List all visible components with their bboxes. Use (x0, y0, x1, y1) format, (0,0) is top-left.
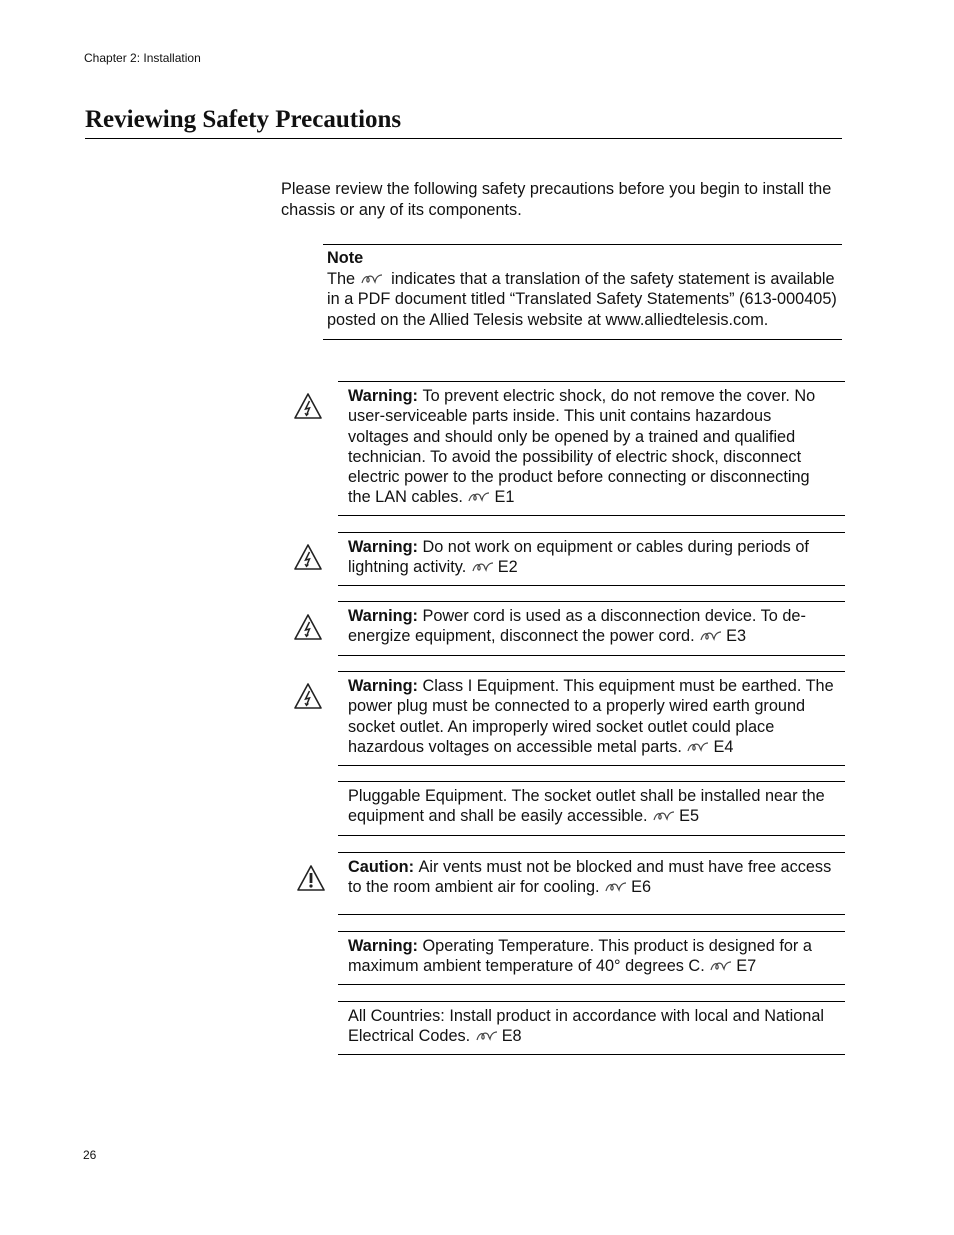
chapter-header: Chapter 2: Installation (84, 51, 201, 65)
statement-text: Pluggable Equipment. The socket outlet shall be installed near the equipment and shall be easily accessible. (348, 787, 825, 826)
safety-statement-e1 (338, 381, 845, 516)
statement-code: E2 (497, 558, 518, 577)
translation-icon (686, 741, 710, 753)
safety-statement-e5 (338, 781, 845, 836)
translation-icon (475, 1030, 499, 1042)
statement-text: Air vents must not be blocked and must have free access to the room ambient air for cooling. (348, 858, 832, 897)
page-title: Reviewing Safety Precautions (85, 106, 842, 139)
statement-code: E6 (631, 878, 652, 897)
translation-icon (652, 810, 676, 822)
translation-icon (471, 561, 495, 573)
statement-text: Power cord is used as a disconnection device. To de-energize equipment, disconnect the power cord. (348, 607, 806, 646)
note-box (323, 244, 842, 340)
safety-statement-e2 (338, 532, 845, 586)
translation-icon (604, 881, 628, 893)
electric-hazard-icon (293, 392, 323, 420)
statement-code: E7 (736, 957, 757, 976)
safety-statement-e7 (338, 931, 845, 985)
safety-statement-e8 (338, 1001, 845, 1055)
statement-text: All Countries: Install product in accordance with local and National Electrical Codes. (348, 1007, 825, 1046)
translation-icon (467, 491, 491, 503)
note-text-after: indicates that a translation of the safety statement is available in a PDF document titled “Translated Safety Statements” (613-000405) posted on the Allied Telesis website at www.alliedtelesis.com. (327, 269, 837, 329)
note-text-before: The (327, 269, 356, 288)
statement-text: Class I Equipment. This equipment must be earthed. The power plug must be connected to a properly wired earth ground socket outlet. An improperly wired socket outlet could place hazardous voltages on accessible metal parts. (348, 677, 834, 756)
statement-code: E3 (726, 627, 747, 646)
statement-code: E4 (713, 737, 734, 756)
statement-text: Do not work on equipment or cables during periods of lightning activity. (348, 538, 809, 577)
electric-hazard-icon (293, 613, 323, 641)
statement-label: Warning: (348, 677, 423, 695)
safety-statement-e6 (338, 852, 845, 915)
safety-statement-e3 (338, 601, 845, 656)
safety-statement-e4 (338, 671, 845, 766)
caution-icon (296, 864, 326, 892)
note-label: Note (327, 249, 364, 267)
electric-hazard-icon (293, 682, 323, 710)
statement-label: Warning: (348, 937, 423, 955)
statement-text: To prevent electric shock, do not remove the cover. No user-serviceable parts inside. This unit contains hazardous voltages and should only be opened by a trained and qualified technician. To avoid the possibility of electric shock, disconnect electric power to the product before connecting or disconnecting the LAN cables. (348, 387, 816, 507)
intro-paragraph: Please review the following safety precautions before you begin to install the chassis or any of its components. (281, 180, 832, 219)
statement-code: E5 (679, 807, 700, 826)
translation-icon (360, 273, 384, 285)
statement-label: Warning: (348, 607, 423, 625)
electric-hazard-icon (293, 543, 323, 571)
note-text (327, 269, 842, 331)
translation-icon (709, 960, 733, 972)
statement-label: Warning: (348, 538, 423, 556)
statement-text: Operating Temperature. This product is designed for a maximum ambient temperature of 40° degrees C. (348, 937, 812, 976)
page-number: 26 (83, 1148, 97, 1162)
statement-code: E1 (494, 488, 515, 507)
statement-label: Caution: (348, 858, 419, 876)
statement-code: E8 (501, 1027, 522, 1046)
statement-label: Warning: (348, 387, 423, 405)
translation-icon (699, 630, 723, 642)
